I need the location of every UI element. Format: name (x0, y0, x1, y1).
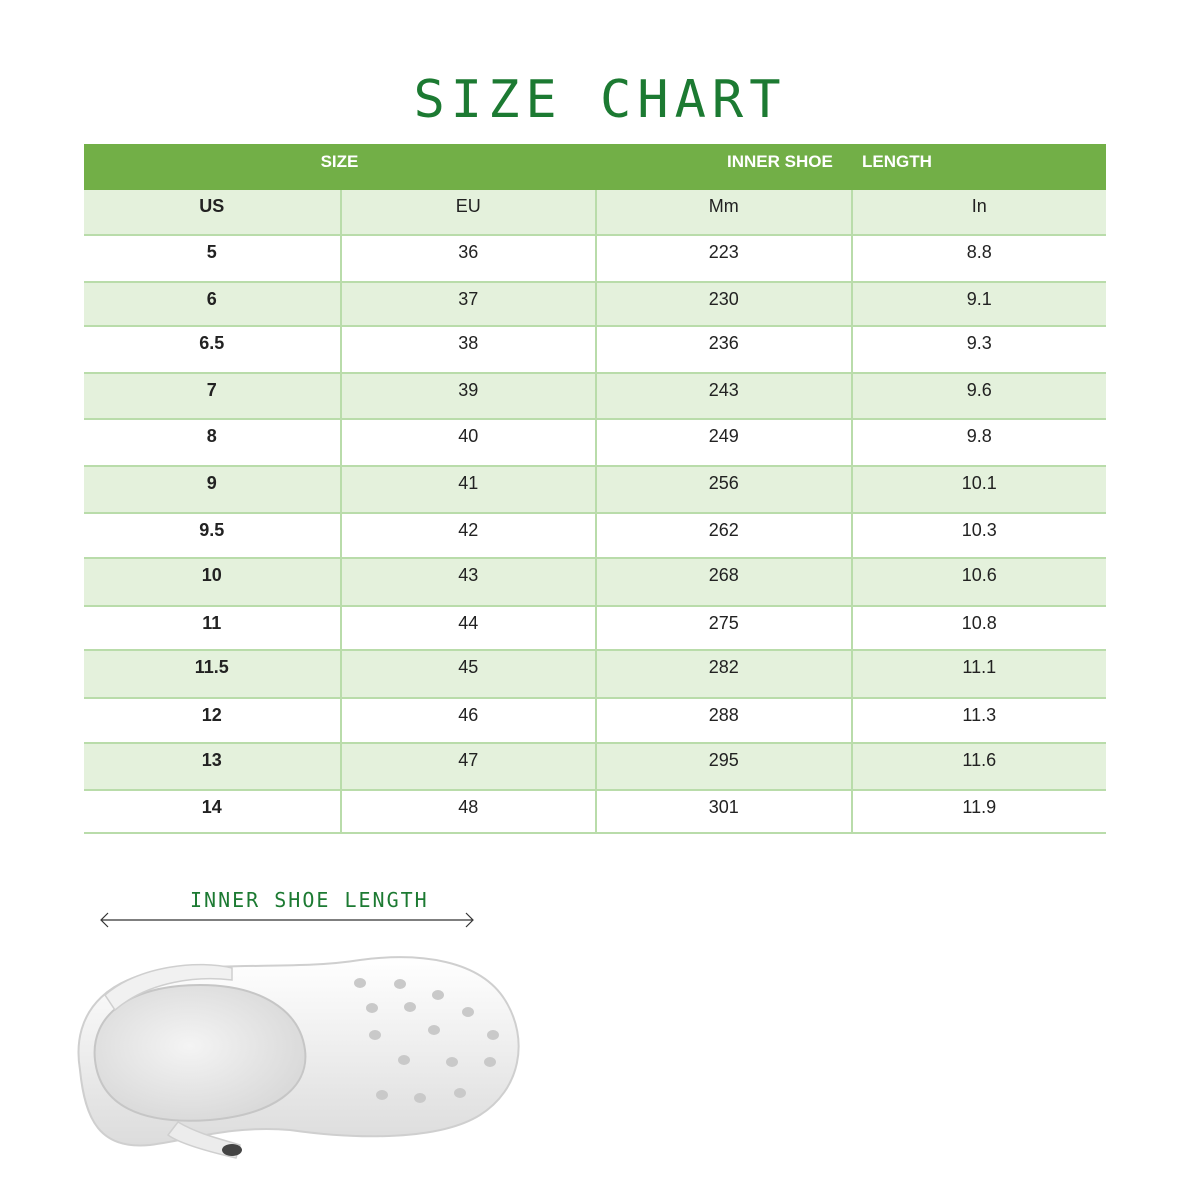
table-row (84, 327, 1106, 374)
cell-us: 6 (206, 289, 217, 309)
cell-in: 9.1 (851, 283, 1107, 325)
cell-eu: 40 (340, 420, 596, 465)
cell-eu: 43 (340, 559, 596, 605)
cell-us: 11 (202, 613, 222, 633)
cell-in: 9.6 (851, 374, 1107, 418)
cell-mm: 256 (595, 467, 851, 512)
cell-in: 11.6 (851, 744, 1107, 789)
table-row (84, 607, 1106, 651)
cell-eu: 47 (340, 744, 596, 789)
table-row (84, 420, 1106, 467)
cell-eu: 41 (340, 467, 596, 512)
cell-eu: 42 (340, 514, 596, 557)
cell-mm: 262 (595, 514, 851, 557)
cell-mm: 301 (595, 791, 851, 832)
cell-mm: 236 (595, 327, 851, 372)
cell-in: 10.8 (851, 607, 1107, 649)
table-row (84, 374, 1106, 420)
column-header-eu: EU (340, 190, 596, 234)
cell-mm: 282 (595, 651, 851, 697)
table-row (84, 236, 1106, 283)
table-row (84, 791, 1106, 834)
diagram-label: INNER SHOE LENGTH (190, 888, 429, 912)
table-row (84, 467, 1106, 514)
table-row (84, 559, 1106, 607)
cell-us: 9 (206, 473, 217, 493)
cell-mm: 249 (595, 420, 851, 465)
length-arrow-icon (98, 908, 478, 932)
cell-us: 10 (201, 565, 222, 585)
page-title: SIZE CHART (413, 70, 787, 130)
cell-us: 14 (201, 797, 222, 817)
table-row (84, 283, 1106, 327)
cell-in: 11.3 (851, 699, 1107, 742)
cell-mm: 288 (595, 699, 851, 742)
cell-mm: 295 (595, 744, 851, 789)
cell-us: 6.5 (199, 333, 225, 353)
cell-in: 10.1 (851, 467, 1107, 512)
clog-shoe-image (60, 940, 540, 1170)
cell-eu: 48 (340, 791, 596, 832)
header-length: LENGTH (862, 152, 932, 171)
column-header-us: US (199, 196, 225, 216)
cell-in: 10.3 (851, 514, 1107, 557)
cell-us: 8 (206, 426, 217, 446)
cell-us: 13 (201, 750, 222, 770)
size-table (84, 144, 1106, 834)
cell-eu: 45 (340, 651, 596, 697)
cell-in: 11.1 (851, 651, 1107, 697)
header-size: SIZE (320, 152, 359, 171)
cell-mm: 230 (595, 283, 851, 325)
cell-eu: 46 (340, 699, 596, 742)
cell-us: 7 (206, 380, 217, 400)
column-header-row (84, 190, 1106, 236)
cell-in: 11.9 (851, 791, 1107, 832)
cell-us: 11.5 (194, 657, 229, 677)
header-inner-shoe: INNER SHOE (727, 152, 833, 171)
cell-eu: 38 (340, 327, 596, 372)
cell-mm: 223 (595, 236, 851, 281)
table-header (84, 144, 1106, 190)
cell-eu: 37 (340, 283, 596, 325)
table-row (84, 744, 1106, 791)
cell-mm: 243 (595, 374, 851, 418)
cell-us: 9.5 (199, 520, 225, 540)
cell-in: 9.8 (851, 420, 1107, 465)
cell-in: 8.8 (851, 236, 1107, 281)
table-row (84, 514, 1106, 559)
cell-eu: 36 (340, 236, 596, 281)
cell-eu: 44 (340, 607, 596, 649)
cell-us: 12 (201, 705, 222, 725)
table-row (84, 699, 1106, 744)
cell-mm: 268 (595, 559, 851, 605)
column-header-mm: Mm (595, 190, 851, 234)
cell-us: 5 (206, 242, 217, 262)
cell-mm: 275 (595, 607, 851, 649)
cell-eu: 39 (340, 374, 596, 418)
table-row (84, 651, 1106, 699)
cell-in: 9.3 (851, 327, 1107, 372)
column-header-in: In (851, 190, 1107, 234)
cell-in: 10.6 (851, 559, 1107, 605)
